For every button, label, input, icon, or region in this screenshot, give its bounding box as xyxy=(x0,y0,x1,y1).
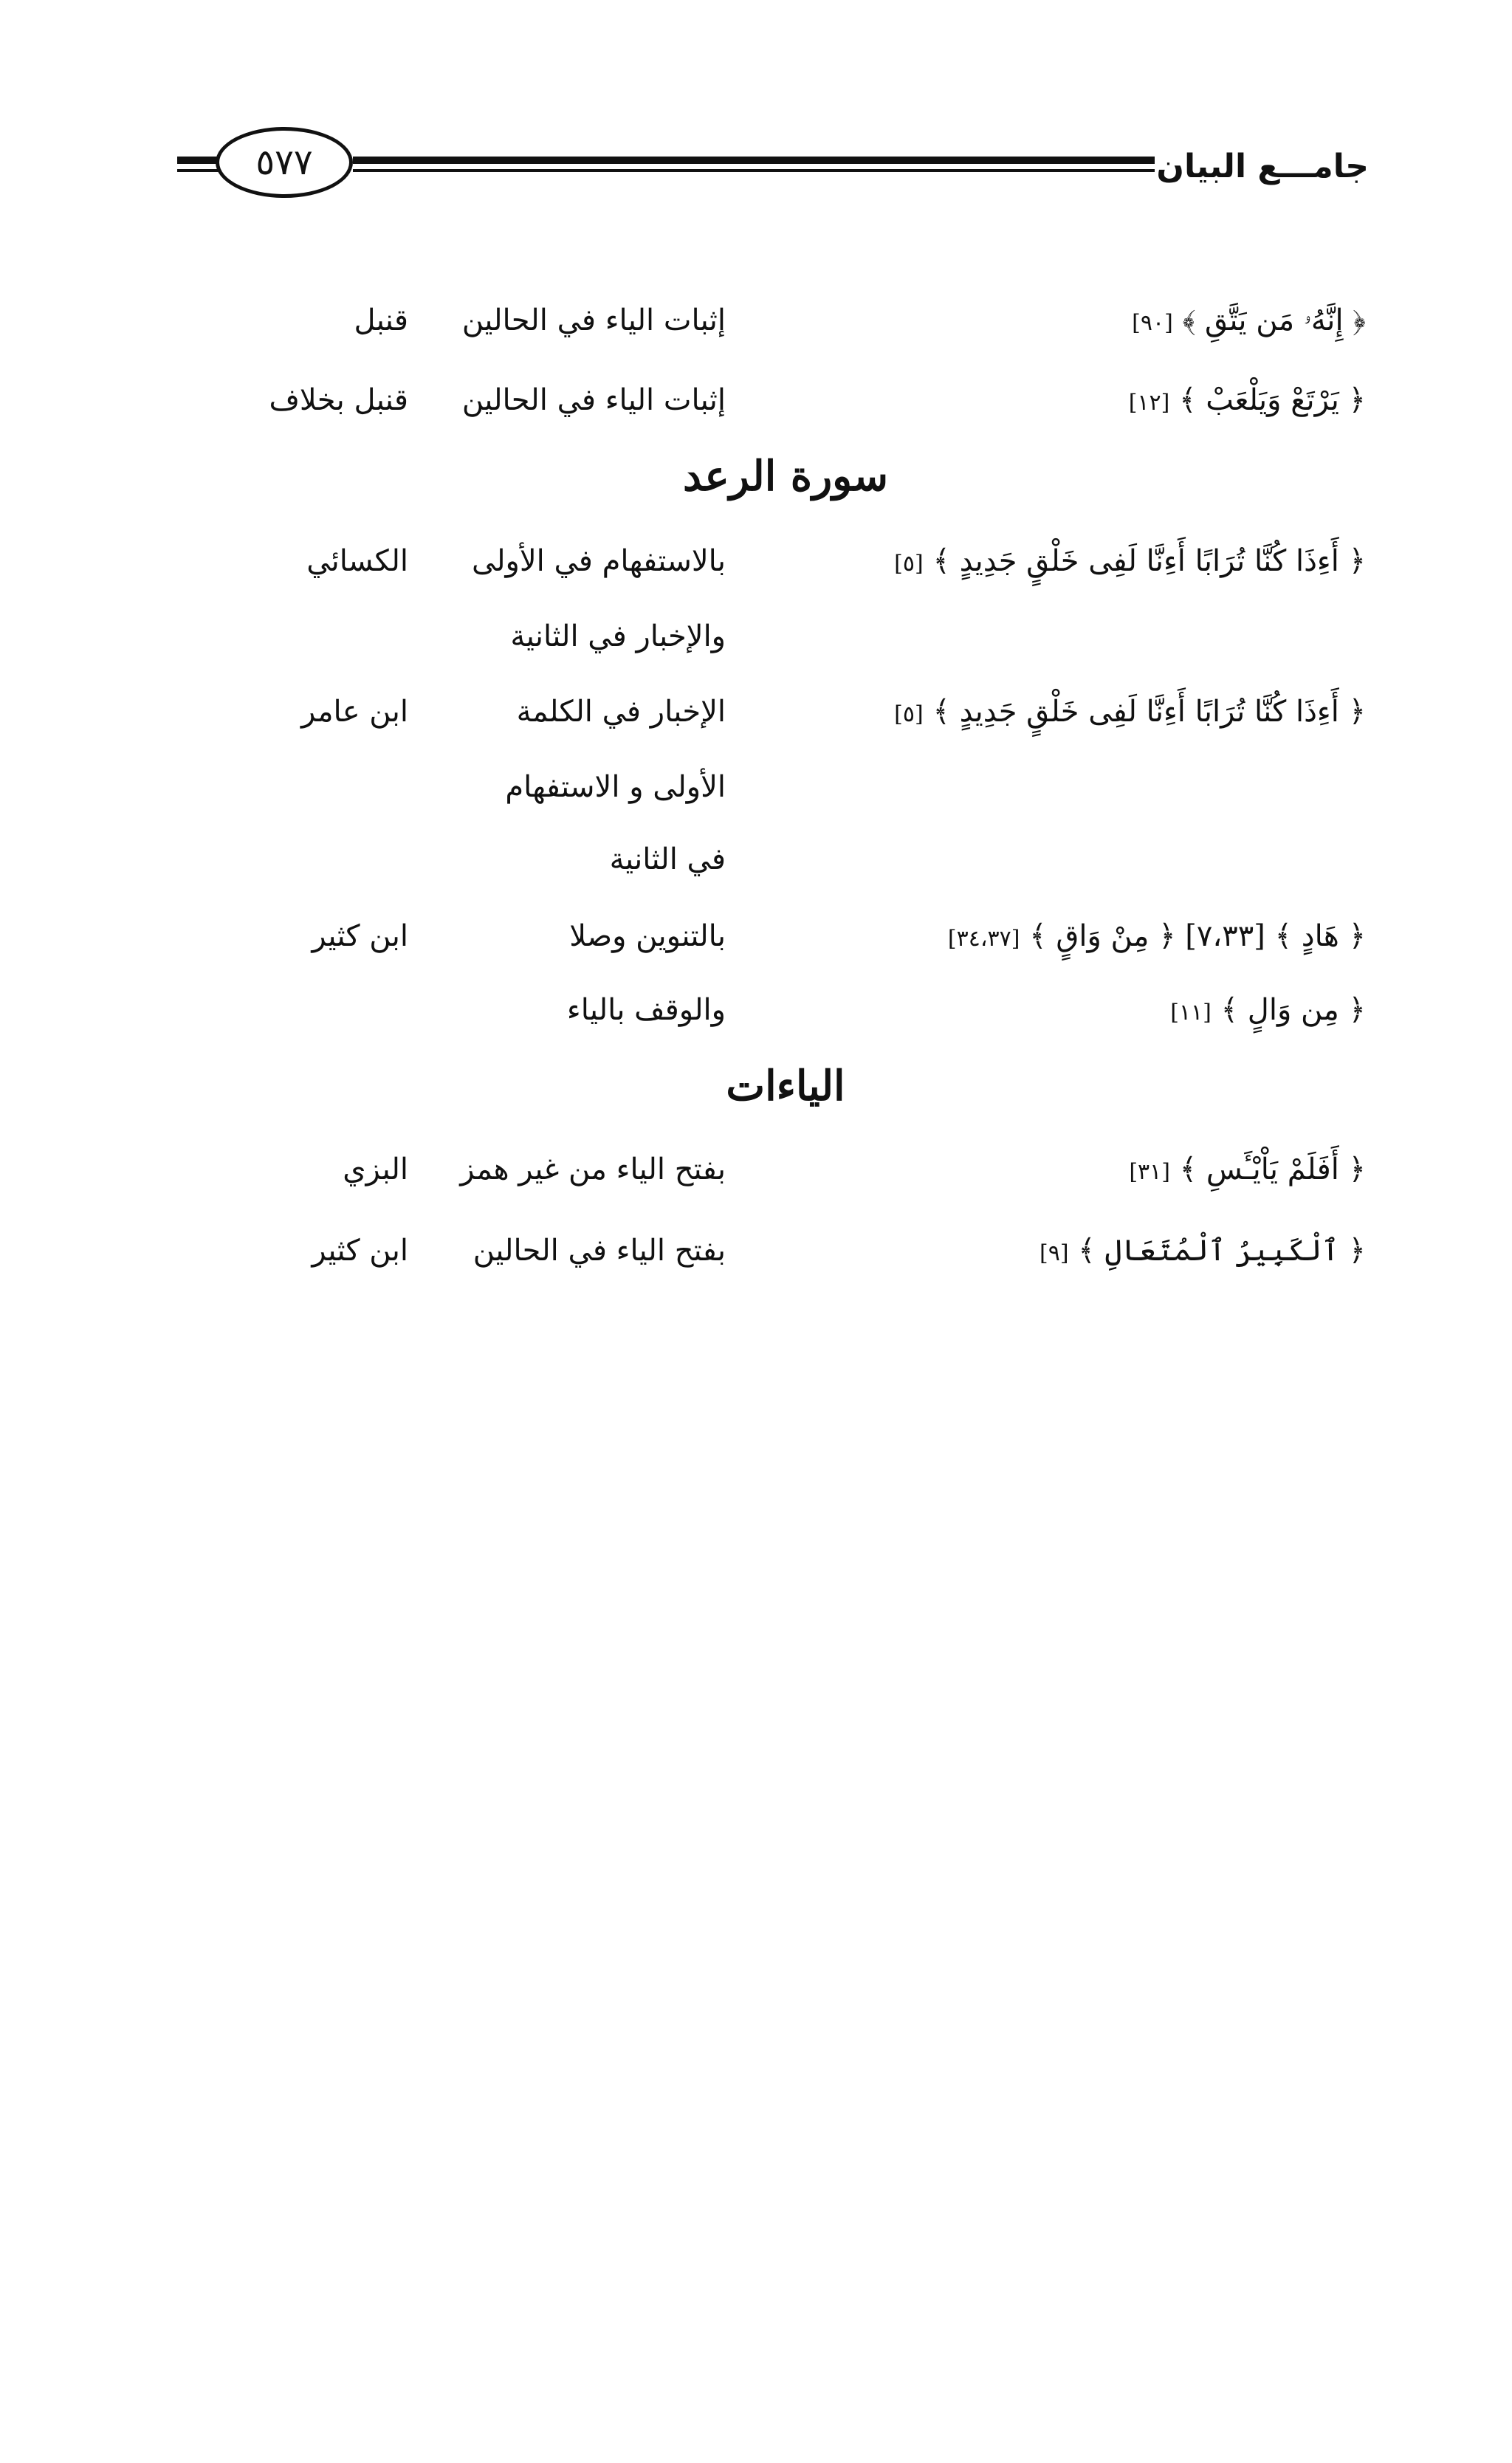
reading-description: بالاستفهام في الأولى xyxy=(471,544,726,578)
running-header-title: جامـــع البيان xyxy=(1156,148,1369,185)
header-rule-left-thick-line xyxy=(177,157,221,164)
page-number-oval xyxy=(216,127,353,198)
sura-title: سورة الرعد xyxy=(682,452,889,501)
verse-reference: [١٢] xyxy=(1128,390,1170,416)
header-rule-thick-line xyxy=(353,157,1155,164)
reader-name: الكسائي xyxy=(306,544,408,578)
verse-reference: [٥] xyxy=(894,701,924,727)
reading-description: إثبات الياء في الحالين xyxy=(461,383,726,417)
reading-description: بفتح الياء في الحالين xyxy=(472,1234,726,1268)
header-rule-left-thin-line xyxy=(177,169,221,172)
verse-quote: ﴿ إِنَّهُۥ مَن يَتَّقِ ﴾ xyxy=(1182,303,1366,337)
verse-quote: ﴿ أَءِذَا كُنَّا تُرَابًا أَءِنَّا لَفِى خَلْقٍ جَدِيدٍ ﴾ xyxy=(932,695,1366,729)
reading-description: والوقف بالياء xyxy=(566,993,726,1027)
reader-name: ابن كثير xyxy=(312,1234,408,1268)
reading-description: إثبات الياء في الحالين xyxy=(461,303,726,337)
verse-text xyxy=(1129,1147,1366,1195)
verse-quote: ﴿ يَرْتَعْ وَيَلْعَبْ ﴾ xyxy=(1179,383,1366,417)
reading-description: الإخبار في الكلمة xyxy=(516,695,726,729)
verse-text xyxy=(1132,298,1366,346)
header-double-rule-left xyxy=(177,157,221,176)
verse-reference: [١١] xyxy=(1170,1000,1212,1026)
verse-text xyxy=(894,539,1366,586)
section-heading-yaat: الياءات xyxy=(726,1062,845,1110)
verse-quote: ﴿ أَءِذَا كُنَّا تُرَابًا أَءِنَّا لَفِى خَلْقٍ جَدِيدٍ ﴾ xyxy=(932,544,1366,578)
reader-name: ابن كثير xyxy=(312,919,408,953)
reader-name: قنبل xyxy=(354,303,408,337)
reading-description: في الثانية xyxy=(609,842,726,876)
reader-name: البزي xyxy=(343,1153,408,1186)
reader-name: قنبل بخلاف xyxy=(269,383,408,417)
verse-reference: [٩٠] xyxy=(1132,310,1173,336)
verse-reference: [٩] xyxy=(1040,1240,1069,1266)
reading-description: الأولى و الاستفهام xyxy=(505,770,726,804)
reading-description: بفتح الياء من غير همز xyxy=(460,1153,726,1186)
verse-reference: [٣١] xyxy=(1129,1159,1170,1185)
header-rule-thin-line xyxy=(353,169,1155,172)
page-number: ٥٧٧ xyxy=(255,142,313,183)
verse-text xyxy=(894,690,1366,737)
verse-reference: [٥] xyxy=(894,551,924,577)
verse-quote: ﴿ ٱلْكَبِيرُ ٱلْمُتَعَالِ ﴾ xyxy=(1078,1234,1366,1268)
reading-description: والإخبار في الثانية xyxy=(510,619,726,653)
verse-quote: ﴿ هَادٍ ﴾ [٧،٣٣] ﴿ مِنْ وَاقٍ ﴾ xyxy=(1029,919,1366,953)
verse-text xyxy=(948,914,1366,961)
verse-reference: [٣٤،٣٧] xyxy=(947,926,1020,952)
verse-text xyxy=(1170,988,1366,1035)
verse-quote: ﴿ مِن وَالٍ ﴾ xyxy=(1220,993,1366,1027)
header-double-rule xyxy=(353,157,1155,176)
verse-quote: ﴿ أَفَلَمْ يَاْيْـَٔسِ ﴾ xyxy=(1179,1153,1366,1186)
verse-text xyxy=(1040,1229,1366,1276)
reading-description: بالتنوين وصلا xyxy=(569,919,726,953)
verse-text xyxy=(1129,378,1366,425)
reader-name: ابن عامر xyxy=(301,695,408,729)
